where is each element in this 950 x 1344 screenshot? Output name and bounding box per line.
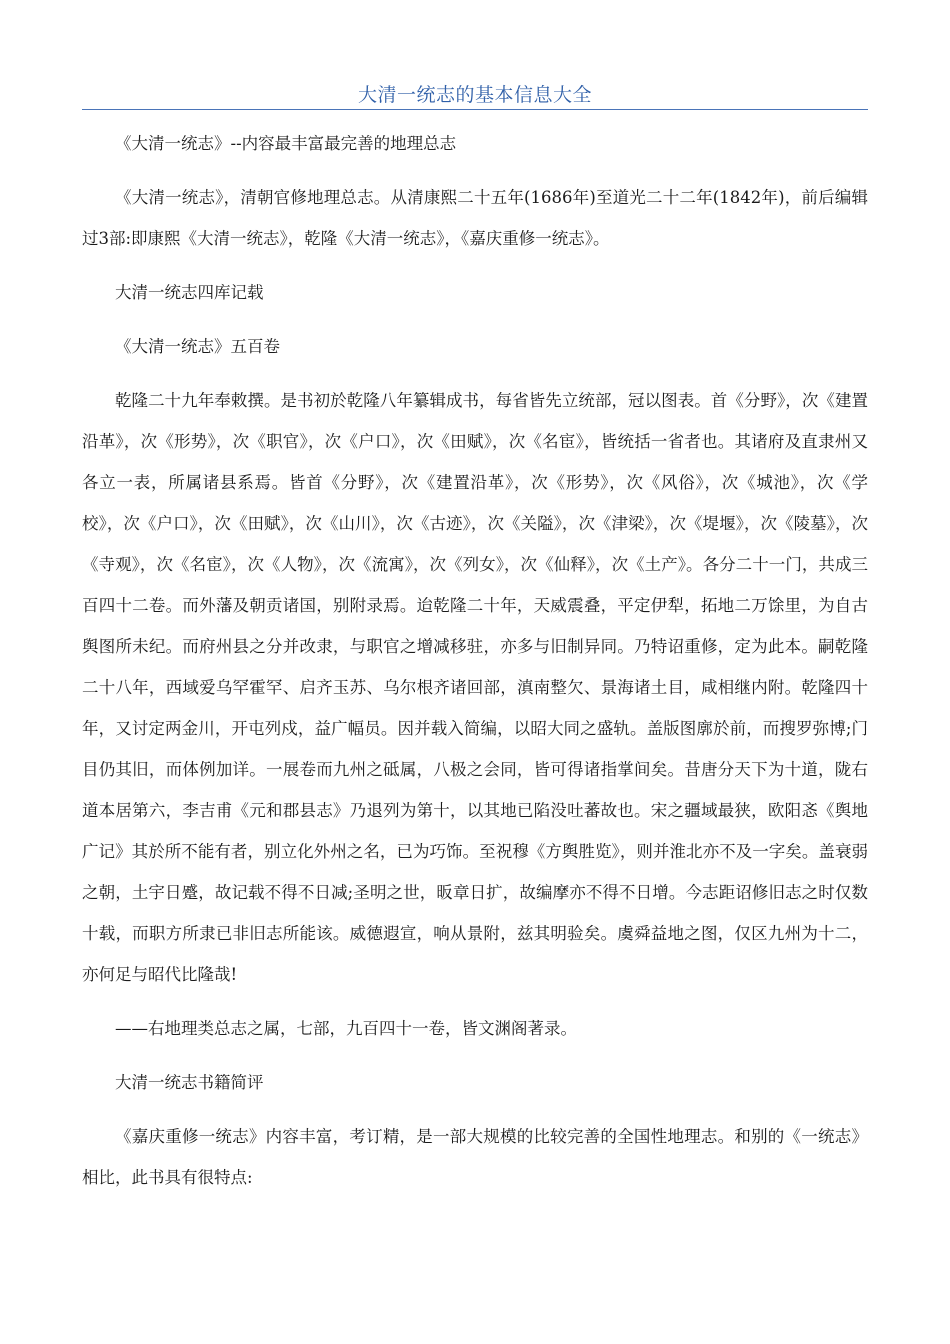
- spacer: [82, 110, 868, 123]
- section-heading-review: 大清一统志书籍简评: [115, 1073, 264, 1092]
- spacer: [82, 1103, 868, 1116]
- book-entry-heading: 《大清一统志》五百卷: [115, 337, 280, 356]
- document-title: 大清一统志的基本信息大全: [357, 84, 592, 106]
- spacer: [82, 164, 868, 177]
- paragraph-subtitle: 《大清一统志》--内容最丰富最完善的地理总志: [115, 134, 457, 153]
- paragraph-siku-body: 乾隆二十九年奉敕撰。是书初於乾隆八年纂辑成书，每省皆先立统部，冠以图表。首《分野》，次《建置沿革》，次《形势》，次《职官》，次《户口》，次《田赋》，次《名宦》，皆统括一省者也。其诸府及直隶州又各立一表，所属诸县系焉。皆首《分野》，次《建置沿革》，次《形势》，次《风俗》，次《城池》，次《学校》，次《户口》，次《田赋》，次《山川》，次《古迹》，次《关隘》，次《津梁》，次《堤堰》，次《陵墓》，次《寺观》，次《名宦》，次《人物》，次《流寓》，次《列女》，次《仙释》，次《土产》。各分二十一门，共成三百四十二卷。而外藩及朝贡诸国，别附录焉。迨乾隆二十年，天威震叠，平定伊犁，拓地二万馀里，为自古舆图所未纪。而府州县之分并改隶，与职官之增减移驻，亦多与旧制异同。乃特诏重修，定为此本。嗣乾隆二十八年，西域爱乌罕霍罕、启齐玉苏、乌尔根齐诸回部，滇南整欠、景海诸土目，咸相继内附。乾隆四十年，又讨定两金川，开屯列戍，益广幅员。因并载入简编，以昭大同之盛轨。盖版图廓於前，而搜罗弥博;门目仍其旧，而体例加详。一展卷而九州之砥属，八极之会同，皆可得诸指掌间矣。昔唐分天下为十道，陇右道本居第六，李吉甫《元和郡县志》乃退列为第十，以其地已陷没吐蕃故也。宋之疆域最狭，欧阳忞《舆地广记》其於所不能有者，别立化外州之名，已为巧饰。至祝穆《方舆胜览》，则并淮北亦不及一字矣。盖衰弱之朝，土宇日蹙，故记载不得不日减;圣明之世，昄章日扩，故编摩亦不得不日增。今志距诏修旧志之时仅数十载，而职方所隶已非旧志所能该。威德遐宣，响从景附，兹其明验矣。虞舜益地之图，仅区九州为十二，亦何足与昭代比隆哉!: [82, 391, 868, 984]
- paragraph-summary-note: ——右地理类总志之属，七部，九百四十一卷，皆文渊阁著录。: [115, 1019, 577, 1038]
- paragraph-intro: 《大清一统志》，清朝官修地理总志。从清康熙二十五年(1686年)至道光二十二年(1842年)，前后编辑过3部:即康熙《大清一统志》，乾隆《大清一统志》，《嘉庆重修一统志》。: [82, 188, 868, 248]
- spacer: [82, 995, 868, 1008]
- spacer: [82, 259, 868, 272]
- spacer: [82, 1049, 868, 1062]
- section-heading-siku: 大清一统志四库记载: [115, 283, 264, 302]
- document-page: [82, 0, 868, 1198]
- paragraph-review-body: 《嘉庆重修一统志》内容丰富，考订精，是一部大规模的比较完善的全国性地理志。和别的《一统志》相比，此书具有很特点:: [82, 1127, 868, 1187]
- spacer: [82, 367, 868, 380]
- spacer: [82, 313, 868, 326]
